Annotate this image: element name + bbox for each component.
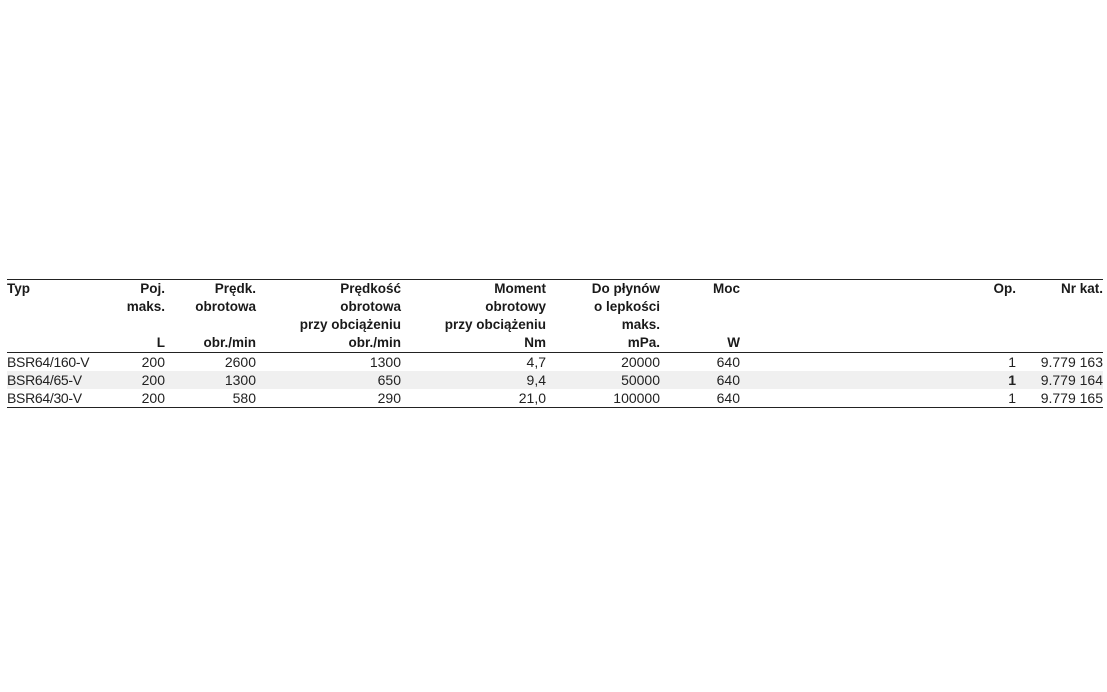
cell-nr: 9.779 164 xyxy=(1040,372,1103,388)
col-header-predkosc-label: Prędkość obrotowa przy obciążeniu xyxy=(299,281,401,332)
cell-poj: 200 xyxy=(141,372,165,388)
cell-moc: 640 xyxy=(716,354,740,370)
cell-op: 1 xyxy=(1008,390,1016,406)
col-header-op-label: Op. xyxy=(993,281,1016,296)
cell-moc: 640 xyxy=(716,390,740,406)
table-row xyxy=(7,371,1103,389)
col-header-nr xyxy=(1016,280,1103,353)
table-row xyxy=(7,353,1103,372)
col-header-poj-unit: L xyxy=(156,335,165,350)
cell-typ: BSR64/30-V xyxy=(7,390,82,406)
cell-typ: BSR64/65-V xyxy=(7,372,82,388)
cell-moment: 4,7 xyxy=(526,354,546,370)
col-header-moment-unit: Nm xyxy=(524,335,546,350)
cell-predkosc: 1300 xyxy=(369,354,401,370)
col-header-predk-unit: obr./min xyxy=(203,335,256,350)
cell-moc: 640 xyxy=(716,372,740,388)
cell-plyny: 20000 xyxy=(621,354,660,370)
cell-plyny: 50000 xyxy=(621,372,660,388)
col-header-predkosc-unit: obr./min xyxy=(348,335,401,350)
col-header-plyny xyxy=(546,280,660,353)
cell-nr: 9.779 165 xyxy=(1040,390,1103,406)
col-header-moment-label: Moment obrotowy przy obciążeniu xyxy=(444,281,546,332)
col-header-moc-unit: W xyxy=(727,335,740,350)
col-header-typ-label: Typ xyxy=(7,281,30,296)
col-header-moc-label: Moc xyxy=(713,281,740,296)
col-header-moc xyxy=(660,280,740,353)
cell-poj: 200 xyxy=(141,354,165,370)
col-header-nr-label: Nr kat. xyxy=(1060,281,1103,296)
cell-predk: 2600 xyxy=(224,354,256,370)
cell-predkosc: 650 xyxy=(377,372,401,388)
col-header-poj-label: Poj. maks. xyxy=(126,281,165,314)
cell-moment: 9,4 xyxy=(526,372,546,388)
col-header-typ xyxy=(7,280,107,353)
col-header-predkosc xyxy=(256,280,401,353)
cell-op: 1 xyxy=(1008,372,1016,388)
col-header-predk-label: Prędk. obrotowa xyxy=(195,281,256,314)
table-header-row xyxy=(7,280,1103,353)
cell-plyny: 100000 xyxy=(613,390,660,406)
col-header-op xyxy=(740,280,1016,353)
col-header-plyny-label: Do płynów o lepkości maks. xyxy=(591,281,660,332)
cell-op: 1 xyxy=(1008,354,1016,370)
cell-typ: BSR64/160-V xyxy=(7,354,90,370)
cell-nr: 9.779 163 xyxy=(1040,354,1103,370)
cell-predkosc: 290 xyxy=(377,390,401,406)
col-header-plyny-unit: mPa. xyxy=(627,335,660,350)
col-header-poj xyxy=(107,280,165,353)
cell-poj: 200 xyxy=(141,390,165,406)
product-spec-table xyxy=(7,279,1103,408)
cell-predk: 580 xyxy=(232,390,256,406)
cell-predk: 1300 xyxy=(224,372,256,388)
cell-moment: 21,0 xyxy=(518,390,546,406)
col-header-moment xyxy=(401,280,546,353)
table-row xyxy=(7,389,1103,408)
col-header-predk xyxy=(165,280,256,353)
